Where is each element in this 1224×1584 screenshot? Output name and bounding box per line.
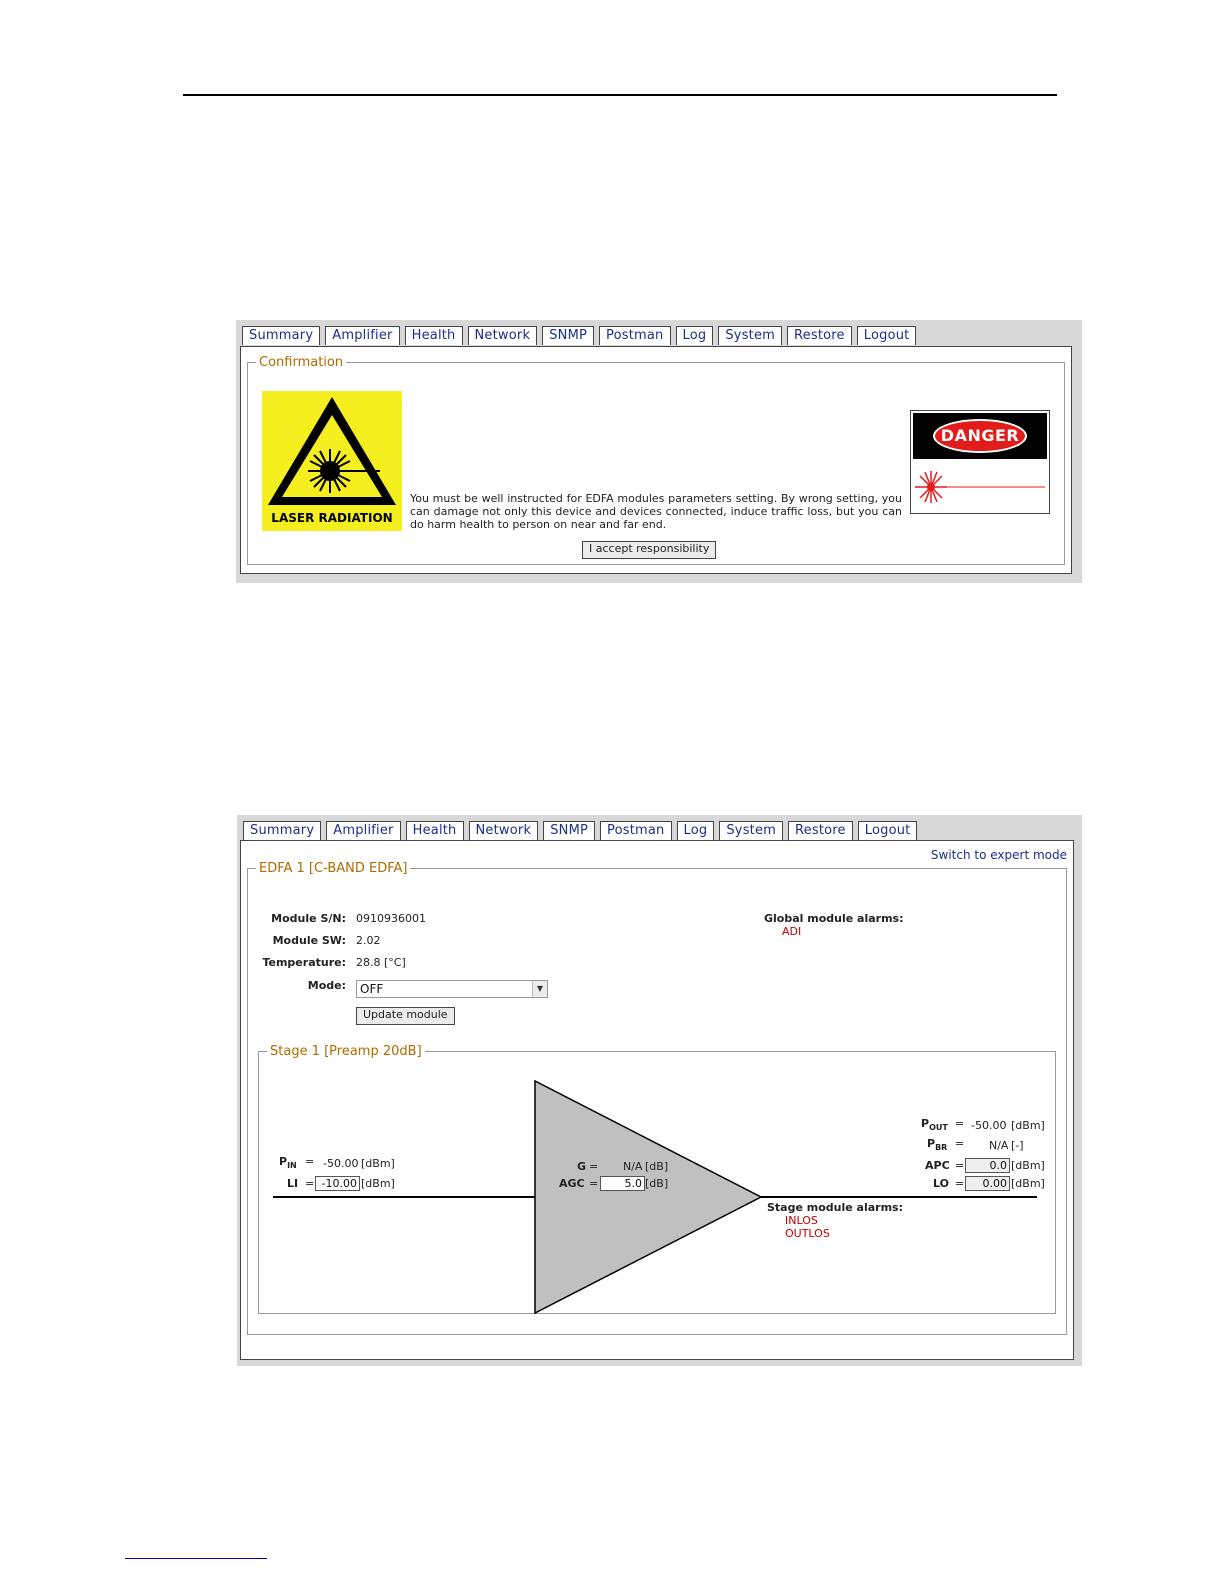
- tab-bar-2: [243, 821, 917, 841]
- lo-label: LO: [933, 1177, 949, 1190]
- edfa-legend: EDFA 1 [C-BAND EDFA]: [259, 861, 408, 876]
- g-equals: =: [589, 1160, 599, 1173]
- mode-select[interactable]: [356, 980, 548, 998]
- apc-equals: =: [955, 1159, 965, 1172]
- pbr-value: N/A: [989, 1139, 1009, 1152]
- tab-network[interactable]: Network: [469, 821, 539, 840]
- li-equals: =: [305, 1177, 315, 1190]
- tab-logout[interactable]: Logout: [857, 326, 917, 345]
- pout-unit: [dBm]: [1011, 1119, 1045, 1132]
- confirmation-panel: [240, 346, 1072, 574]
- g-label: G: [577, 1160, 587, 1173]
- laser-radiation-label: LASER RADIATION: [271, 511, 393, 525]
- tab-postman[interactable]: Postman: [600, 821, 671, 840]
- danger-sign: [910, 410, 1050, 514]
- tab-system[interactable]: System: [718, 326, 782, 345]
- pin-label: $P_{IN}$: [279, 1155, 297, 1171]
- apc-label: APC: [925, 1159, 950, 1172]
- temperature-value: 28.8 [°C]: [356, 956, 406, 969]
- tab-logout[interactable]: Logout: [858, 821, 918, 840]
- lo-unit: [dBm]: [1011, 1177, 1045, 1190]
- chevron-down-icon[interactable]: ▼: [532, 981, 547, 997]
- pin-equals: =: [305, 1155, 315, 1168]
- module-sn-label: Module S/N:: [271, 912, 346, 925]
- tab-postman[interactable]: Postman: [599, 326, 670, 345]
- tab-summary[interactable]: Summary: [242, 326, 320, 345]
- pout-label: $P_{OUT}$: [921, 1117, 948, 1133]
- tab-log[interactable]: Log: [676, 326, 714, 345]
- pin-value: -50.00: [323, 1157, 359, 1170]
- pbr-label: $P_{BR}$: [927, 1137, 948, 1153]
- tab-summary[interactable]: Summary: [243, 821, 321, 840]
- edfa-fieldset: [247, 861, 1067, 1335]
- li-label: LI: [287, 1177, 299, 1190]
- amplifier-screenshot: [237, 815, 1082, 1366]
- tab-restore[interactable]: Restore: [788, 821, 853, 840]
- tab-restore[interactable]: Restore: [787, 326, 852, 345]
- confirmation-fieldset: [247, 355, 1065, 565]
- agc-input[interactable]: 5.0: [600, 1176, 645, 1191]
- tab-snmp[interactable]: SNMP: [542, 326, 594, 345]
- laser-warning-sign: [262, 391, 402, 531]
- footnote-rule: [125, 1558, 267, 1559]
- agc-equals: =: [589, 1177, 599, 1190]
- tab-snmp[interactable]: SNMP: [543, 821, 595, 840]
- pbr-equals: =: [955, 1137, 965, 1150]
- accept-responsibility-button[interactable]: I accept responsibility: [582, 541, 716, 559]
- tab-log[interactable]: Log: [677, 821, 715, 840]
- stage-alarm-outlos: OUTLOS: [785, 1227, 830, 1240]
- global-alarm-adi: ADI: [782, 925, 802, 938]
- module-sw-label: Module SW:: [272, 934, 346, 947]
- pbr-unit: [-]: [1011, 1139, 1024, 1152]
- temperature-label: Temperature:: [262, 956, 346, 969]
- stage-alarm-inlos: INLOS: [785, 1214, 818, 1227]
- tab-health[interactable]: Health: [405, 326, 463, 345]
- warning-text: You must be well instructed for EDFA modules parameters setting. By wrong setting, you can damage not only this device and devices connected, induce traffic loss, but you can do harm health to person on near and far end.: [410, 492, 902, 531]
- laser-beam-icon: [911, 461, 1049, 511]
- stage-alarms-label: Stage module alarms:: [767, 1201, 904, 1214]
- tab-amplifier[interactable]: Amplifier: [325, 326, 399, 345]
- tab-health[interactable]: Health: [406, 821, 464, 840]
- confirmation-legend: Confirmation: [259, 355, 344, 370]
- laser-hazard-icon: [262, 391, 402, 511]
- lo-equals: =: [955, 1177, 965, 1190]
- global-alarms-label: Global module alarms:: [764, 912, 904, 925]
- li-unit: [dBm]: [361, 1177, 395, 1190]
- module-sn-value: 0910936001: [356, 912, 426, 925]
- apc-unit: [dBm]: [1011, 1159, 1045, 1172]
- header-rule: [183, 94, 1057, 96]
- agc-unit: [dB]: [645, 1177, 669, 1190]
- danger-header: [913, 413, 1047, 459]
- pout-value: -50.00: [971, 1119, 1007, 1132]
- mode-label: Mode:: [307, 979, 346, 992]
- pin-unit: [dBm]: [361, 1157, 395, 1170]
- lo-input[interactable]: 0.00: [965, 1176, 1010, 1191]
- stage-fieldset: [258, 1044, 1056, 1314]
- stage-legend: Stage 1 [Preamp 20dB]: [270, 1044, 422, 1059]
- module-sw-value: 2.02: [356, 934, 381, 947]
- tab-network[interactable]: Network: [468, 326, 538, 345]
- tab-system[interactable]: System: [719, 821, 783, 840]
- update-module-button[interactable]: Update module: [356, 1007, 455, 1025]
- li-input[interactable]: -10.00: [315, 1176, 360, 1191]
- apc-input[interactable]: 0.0: [965, 1158, 1010, 1173]
- g-unit: [dB]: [645, 1160, 669, 1173]
- g-value: N/A: [623, 1160, 643, 1173]
- amplifier-panel: [240, 840, 1074, 1360]
- tab-bar: [242, 326, 916, 346]
- confirmation-screenshot: [236, 320, 1082, 583]
- switch-to-expert-mode-link[interactable]: Switch to expert mode: [930, 848, 1067, 862]
- danger-label: DANGER: [933, 419, 1027, 453]
- agc-label: AGC: [559, 1177, 585, 1190]
- mode-selected-value: OFF: [360, 982, 384, 996]
- pout-equals: =: [955, 1117, 965, 1130]
- tab-amplifier[interactable]: Amplifier: [326, 821, 400, 840]
